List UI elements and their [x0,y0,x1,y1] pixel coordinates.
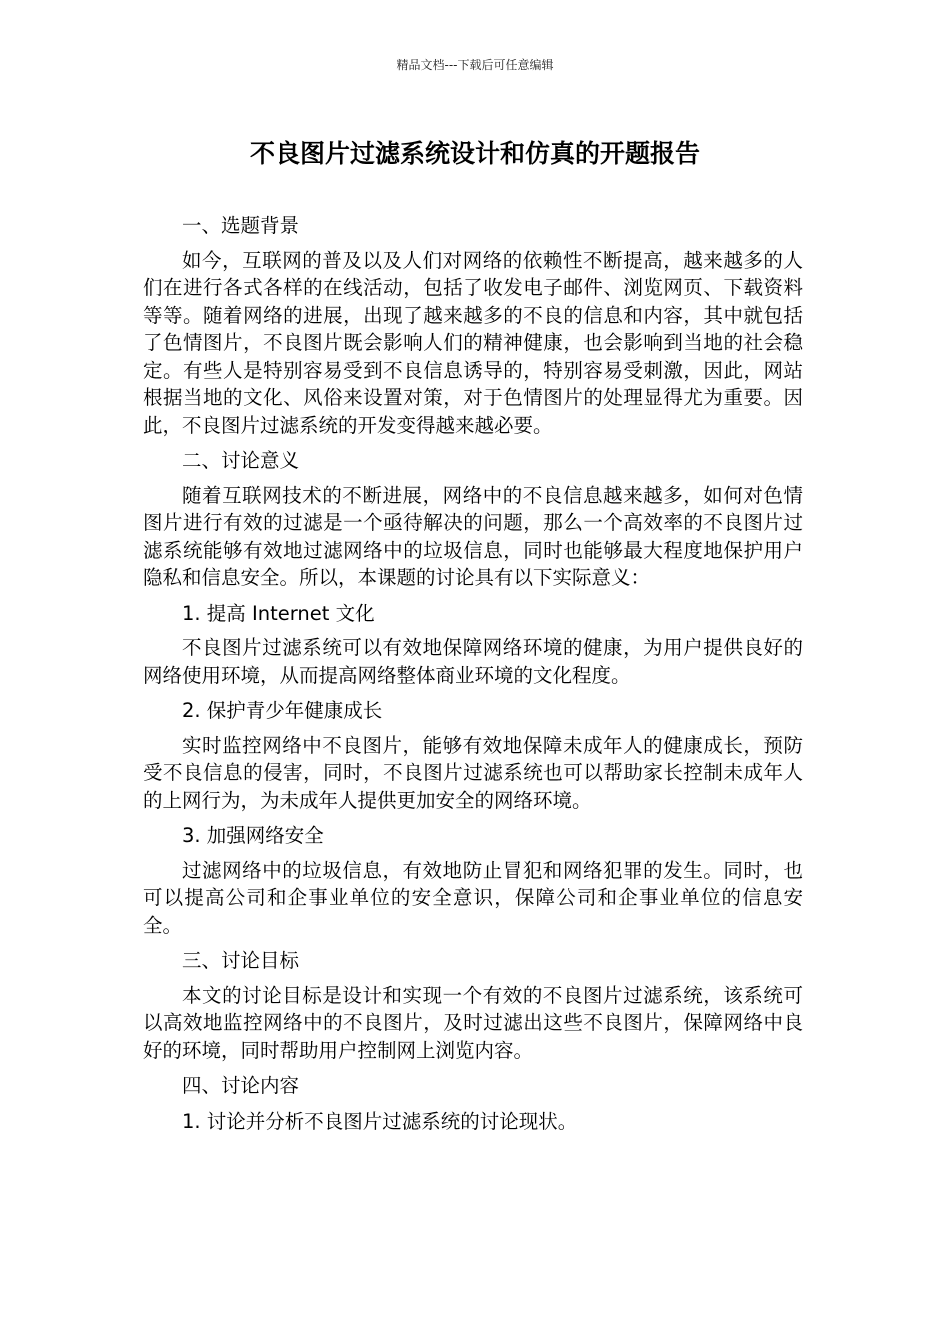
subheading-youth-protection: 2. 保护青少年健康成长 [182,699,383,722]
paragraph-objectives: 本文的讨论目标是设计和实现一个有效的不良图片过滤系统，该系统可以高效地监控网络中的不良图片，及时过滤出这些不良图片，保障网络中良好的环境，同时帮助用户控制网上浏览内容。 [143,983,803,1062]
section-heading-significance: 二、讨论意义 [182,449,300,472]
section-heading-background: 一、选题背景 [182,214,300,237]
paragraph-internet-culture: 不良图片过滤系统可以有效地保障网络环境的健康，为用户提供良好的网络使用环境，从而提高网络整体商业环境的文化程度。 [143,636,803,687]
section-heading-objectives: 三、讨论目标 [182,949,300,972]
paragraph-background: 如今，互联网的普及以及人们对网络的依赖性不断提高，越来越多的人们在进行各式各样的在线活动，包括了收发电子邮件、浏览网页、下载资料等等。随着网络的进展，出现了越来越多的不良的信息和内容，其中就包括了色情图片，不良图片既会影响人们的精神健康，也会影响到当地的社会稳定。有些人是特别容易受到不良信息诱导的，特别容易受刺激，因此，网站根据当地的文化、风俗来设置对策，对于色情图片的处理显得尤为重要。因此，不良图片过滤系统的开发变得越来越必要。 [143,248,803,437]
paragraph-significance: 随着互联网技术的不断进展，网络中的不良信息越来越多，如何对色情图片进行有效的过滤是一个亟待解决的问题，那么一个高效率的不良图片过滤系统能够有效地过滤网络中的垃圾信息，同时也能够最大程度地保护用户隐私和信息安全。所以，本课题的讨论具有以下实际意义： [143,483,803,589]
paragraph-youth-protection: 实时监控网络中不良图片，能够有效地保障未成年人的健康成长，预防受不良信息的侵害，同时，不良图片过滤系统也可以帮助家长控制未成年人的上网行为，为未成年人提供更加安全的网络环境。 [143,733,803,812]
paragraph-network-security: 过滤网络中的垃圾信息，有效地防止冒犯和网络犯罪的发生。同时，也可以提高公司和企事业单位的安全意识，保障公司和企事业单位的信息安全。 [143,858,803,937]
subheading-network-security: 3. 加强网络安全 [182,824,324,847]
header-note: 精品文档---下载后可任意编辑 [396,58,554,72]
document-body [143,212,803,1142]
document-title: 不良图片过滤系统设计和仿真的开题报告 [249,139,700,168]
section-heading-content: 四、讨论内容 [182,1074,300,1097]
subheading-research-status: 1. 讨论并分析不良图片过滤系统的讨论现状。 [182,1109,578,1133]
subheading-internet-culture: 1. 提高 Internet 文化 [182,601,375,625]
